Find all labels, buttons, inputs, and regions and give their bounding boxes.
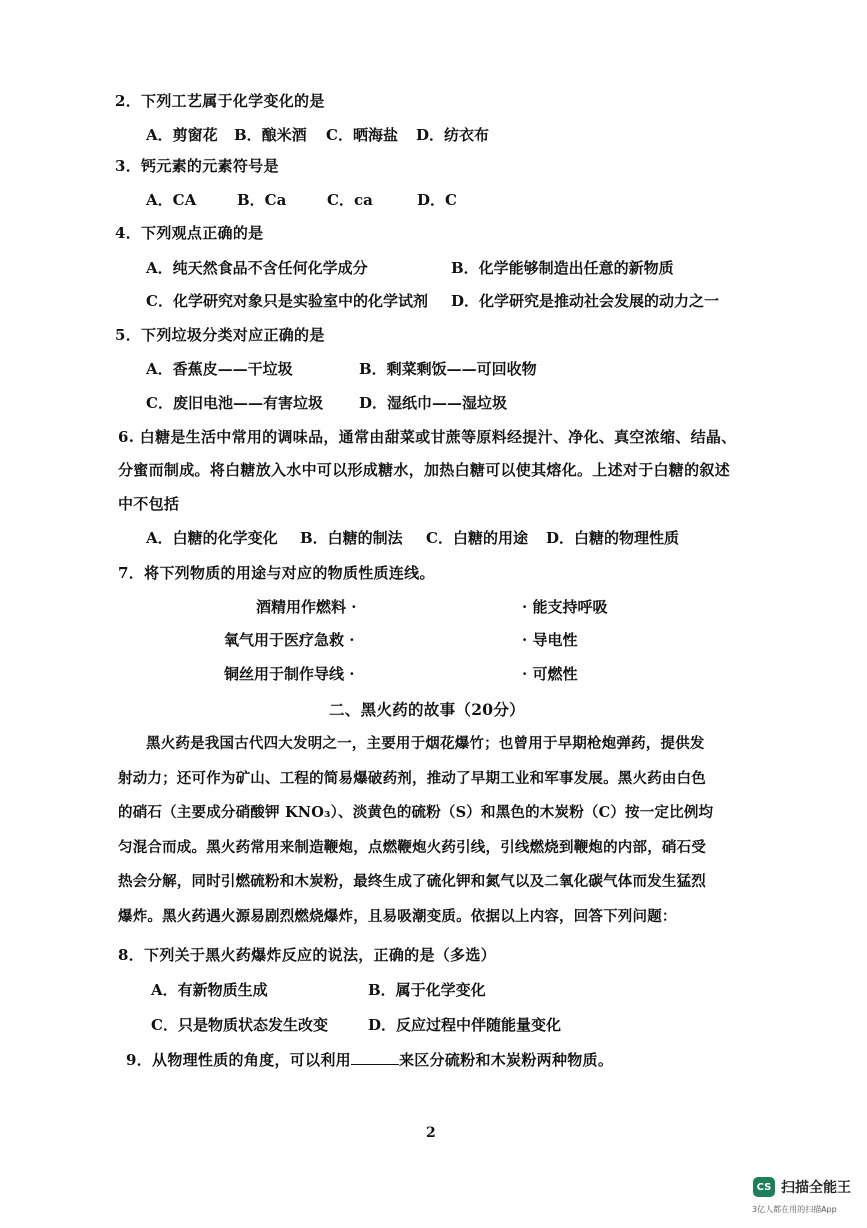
question-5-option-c: C．废旧电池——有害垃圾 <box>146 394 323 412</box>
question-2-option-a: A．剪窗花 <box>146 126 218 144</box>
question-8-stem: 8．下列关于黑火药爆炸反应的说法，正确的是（多选） <box>118 946 496 964</box>
story-line-6: 爆炸。黑火药遇火源易剧烈燃烧爆炸，且易吸潮变质。依据以上内容，回答下列问题： <box>118 907 677 925</box>
camscanner-logo-icon: CS <box>753 1177 775 1197</box>
question-4-option-c: C．化学研究对象只是实验室中的化学试剂 <box>146 292 428 310</box>
question-3-option-c: C．ca <box>327 191 373 209</box>
question-5-option-b: B．剩菜剩饭——可回收物 <box>359 360 537 378</box>
question-3-option-d: D．C <box>417 191 457 209</box>
question-3-stem: 3．钙元素的元素符号是 <box>115 157 279 175</box>
question-4-option-a: A．纯天然食品不含任何化学成分 <box>146 259 368 277</box>
match-right-3: · 可燃性 <box>522 665 578 683</box>
story-paragraph <box>118 727 758 935</box>
question-6-option-c: C．白糖的用途 <box>426 529 528 547</box>
match-left-1: 酒精用作燃料 · <box>256 598 357 616</box>
question-6-option-b: B．白糖的制法 <box>300 529 403 547</box>
question-6-option-d: D．白糖的物理性质 <box>546 529 680 547</box>
question-9-before-blank: 9．从物理性质的角度，可以利用 <box>126 1051 351 1069</box>
watermark-tagline: 3亿人都在用的扫描App <box>752 1205 837 1214</box>
question-6-line-3: 中不包括 <box>118 495 180 513</box>
story-line-1: 黑火药是我国古代四大发明之一，主要用于烟花爆竹；也曾用于早期枪炮弹药，提供发 <box>146 735 705 752</box>
question-8-option-a: A．有新物质生成 <box>151 981 268 999</box>
page-number: 2 <box>426 1125 437 1141</box>
match-right-2: · 导电性 <box>522 631 578 649</box>
question-9 <box>126 1049 613 1070</box>
question-3-option-b: B．Ca <box>237 191 287 209</box>
question-6-line-2: 分蜜而制成。将白糖放入水中可以形成糖水，加热白糖可以使其熔化。上述对于白糖的叙述 <box>118 461 731 479</box>
question-8-option-d: D．反应过程中伴随能量变化 <box>368 1016 562 1034</box>
story-line-5: 热会分解，同时引燃硫粉和木炭粉，最终生成了硫化钾和氮气以及二氧化碳气体而发生猛烈 <box>118 873 706 891</box>
question-8-option-b: B．属于化学变化 <box>368 981 486 999</box>
question-6-line-1: 6. 白糖是生活中常用的调味品，通常由甜菜或甘蔗等原料经提汁、净化、真空浓缩、结晶、 <box>118 428 737 446</box>
question-8-option-c: C．只是物质状态发生改变 <box>151 1016 328 1034</box>
question-5-option-d: D．湿纸巾——湿垃圾 <box>359 394 508 412</box>
answer-blank[interactable] <box>351 1049 399 1065</box>
question-5-stem: 5．下列垃圾分类对应正确的是 <box>115 326 325 344</box>
question-2-option-c: C．晒海盐 <box>326 126 398 144</box>
story-line-2: 射动力；还可作为矿山、工程的简易爆破药剂，推动了早期工业和军事发展。黑火药由白色 <box>118 769 706 787</box>
scanner-watermark <box>753 1177 851 1197</box>
question-4-option-b: B．化学能够制造出任意的新物质 <box>451 259 674 277</box>
story-line-4: 匀混合而成。黑火药常用来制造鞭炮，点燃鞭炮火药引线，引线燃烧到鞭炮的内部，硝石受 <box>118 838 706 856</box>
match-left-2: 氧气用于医疗急救 · <box>224 631 355 649</box>
section-2-title: 二、黑火药的故事（20分） <box>329 700 525 719</box>
question-5-option-a: A．香蕉皮——干垃圾 <box>146 360 293 378</box>
question-6-option-a: A．白糖的化学变化 <box>146 529 278 547</box>
match-left-3: 铜丝用于制作导线 · <box>224 665 355 683</box>
question-2-stem: 2．下列工艺属于化学变化的是 <box>115 92 325 110</box>
question-4-option-d: D．化学研究是推动社会发展的动力之一 <box>451 292 720 310</box>
match-right-1: · 能支持呼吸 <box>522 598 608 616</box>
question-9-after-blank: 来区分硫粉和木炭粉两种物质。 <box>398 1051 614 1069</box>
question-2-option-b: B．酿米酒 <box>234 126 307 144</box>
question-4-stem: 4．下列观点正确的是 <box>115 224 264 242</box>
story-line-3: 的硝石（主要成分硝酸钾 KNO₃）、淡黄色的硫粉（S）和黑色的木炭粉（C）按一定比例均 <box>118 804 714 822</box>
question-7-stem: 7．将下列物质的用途与对应的物质性质连线。 <box>118 564 435 582</box>
watermark-app-name: 扫描全能王 <box>781 1180 851 1196</box>
question-2-option-d: D．纺衣布 <box>416 126 490 144</box>
question-3-option-a: A．CA <box>146 191 197 209</box>
